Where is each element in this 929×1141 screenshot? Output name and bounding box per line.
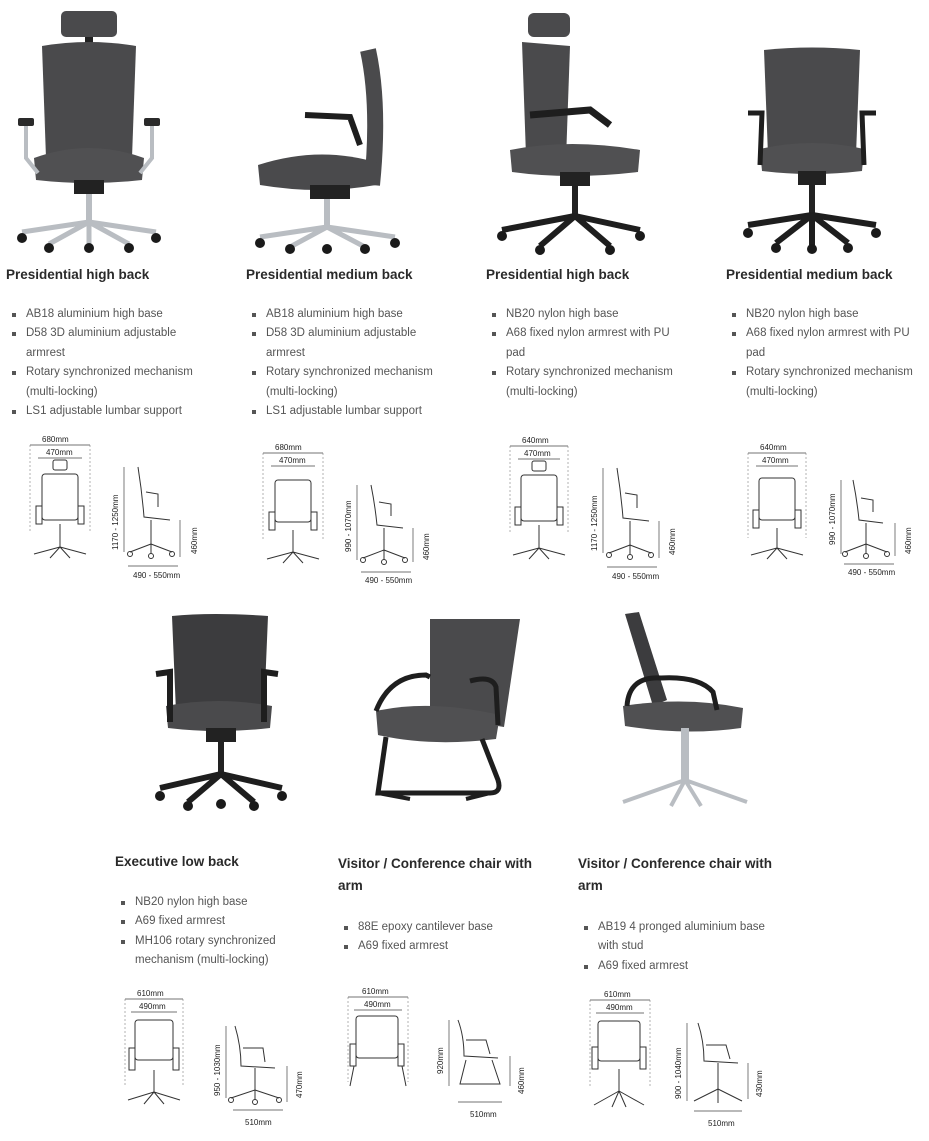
product-title: Presidential medium back — [726, 267, 893, 282]
feature-item: AB19 4 pronged aluminium base with stud — [578, 918, 778, 957]
feature-list — [578, 918, 778, 976]
product-title: Presidential medium back — [246, 267, 413, 282]
feature-item: A69 fixed armrest — [578, 957, 778, 976]
dim-inner-width: 490mm — [606, 1003, 633, 1012]
dim-overall-height: 950 - 1030mm — [213, 1044, 222, 1096]
dim-overall-height: 1170 - 1250mm — [111, 494, 120, 550]
feature-item: AB18 aluminium high base — [6, 305, 216, 324]
chair-photo-presidential-high-back-nylon — [490, 10, 645, 255]
dim-depth: 510mm — [708, 1119, 735, 1128]
dim-seat-height: 470mm — [295, 1071, 304, 1098]
feature-item: NB20 nylon high base — [486, 305, 676, 324]
dim-outer-width: 610mm — [137, 989, 164, 998]
dim-depth: 490 - 550mm — [848, 568, 896, 577]
feature-item: D58 3D aluminium adjustable armrest — [6, 324, 216, 363]
feature-item: A69 fixed armrest — [115, 912, 305, 931]
chair-photo-presidential-medium-back — [250, 45, 405, 255]
feature-item: A68 fixed nylon armrest with PU pad — [726, 324, 922, 363]
feature-item: NB20 nylon high base — [115, 893, 305, 912]
dim-inner-width: 470mm — [524, 449, 551, 458]
feature-item: D58 3D aluminium adjustable armrest — [246, 324, 456, 363]
chair-photo-presidential-medium-back-nylon — [742, 45, 882, 255]
dimension-drawing — [340, 984, 535, 1124]
product-title: Executive low back — [115, 854, 239, 869]
dim-seat-height: 460mm — [422, 533, 431, 560]
feature-list — [726, 305, 922, 402]
feature-item: A68 fixed nylon armrest with PU pad — [486, 324, 676, 363]
feature-item: LS1 adjustable lumbar support — [6, 402, 216, 421]
dim-inner-width: 470mm — [762, 456, 789, 465]
dimension-drawing — [115, 986, 315, 1131]
feature-item: A69 fixed armrest — [338, 937, 528, 956]
dim-seat-height: 460mm — [668, 528, 677, 555]
feature-item: Rotary synchronized mechanism (multi-locking) — [486, 363, 676, 402]
chair-photo-presidential-high-back — [14, 8, 164, 253]
dim-outer-width: 640mm — [760, 443, 787, 452]
dim-inner-width: 490mm — [139, 1002, 166, 1011]
feature-list — [6, 305, 216, 421]
product-title: Presidential high back — [6, 267, 150, 282]
feature-item: AB18 aluminium high base — [246, 305, 456, 324]
dim-outer-width: 610mm — [362, 987, 389, 996]
dim-overall-height: 900 - 1040mm — [674, 1047, 683, 1099]
dim-depth: 490 - 550mm — [612, 572, 660, 581]
feature-item: Rotary synchronized mechanism (multi-locking) — [726, 363, 922, 402]
dim-depth: 490 - 550mm — [133, 571, 181, 580]
chair-photo-visitor-cantilever — [370, 615, 525, 805]
dim-outer-width: 610mm — [604, 990, 631, 999]
chair-photo-executive-low-back — [152, 612, 287, 812]
dim-inner-width: 490mm — [364, 1000, 391, 1009]
dim-inner-width: 470mm — [279, 456, 306, 465]
dim-overall-height: 990 - 1070mm — [828, 493, 837, 545]
feature-item: Rotary synchronized mechanism (multi-locking) — [6, 363, 216, 402]
feature-list — [486, 305, 676, 402]
feature-item: Rotary synchronized mechanism (multi-locking) — [246, 363, 456, 402]
product-title: Visitor / Conference chair with arm — [578, 856, 773, 893]
feature-item: MH106 rotary synchronized mechanism (multi-locking) — [115, 932, 305, 971]
dim-depth: 490 - 550mm — [365, 576, 413, 585]
dim-seat-height: 460mm — [517, 1067, 526, 1094]
product-title: Presidential high back — [486, 267, 630, 282]
feature-list — [115, 893, 305, 971]
feature-list — [246, 305, 456, 421]
feature-item: NB20 nylon high base — [726, 305, 922, 324]
dim-inner-width: 470mm — [46, 448, 73, 457]
dimension-drawing — [500, 433, 700, 588]
feature-item: LS1 adjustable lumbar support — [246, 402, 456, 421]
dimension-drawing — [255, 440, 455, 590]
dim-seat-height: 460mm — [190, 527, 199, 554]
dimension-drawing — [740, 440, 925, 585]
feature-list — [338, 918, 528, 957]
dim-depth: 510mm — [470, 1110, 497, 1119]
dim-seat-height: 460mm — [904, 527, 913, 554]
dim-overall-height: 920mm — [436, 1047, 445, 1074]
dim-outer-width: 680mm — [275, 443, 302, 452]
dimension-drawing — [20, 432, 220, 587]
dim-outer-width: 640mm — [522, 436, 549, 445]
dim-overall-height: 1170 - 1250mm — [590, 495, 599, 551]
dimension-drawing — [582, 987, 777, 1132]
dim-outer-width: 680mm — [42, 435, 69, 444]
product-title: Visitor / Conference chair with arm — [338, 856, 533, 893]
dim-seat-height: 430mm — [755, 1070, 764, 1097]
feature-item: 88E epoxy cantilever base — [338, 918, 528, 937]
dim-overall-height: 990 - 1070mm — [344, 500, 353, 552]
dim-depth: 510mm — [245, 1118, 272, 1127]
chair-photo-visitor-four-prong — [615, 610, 755, 810]
